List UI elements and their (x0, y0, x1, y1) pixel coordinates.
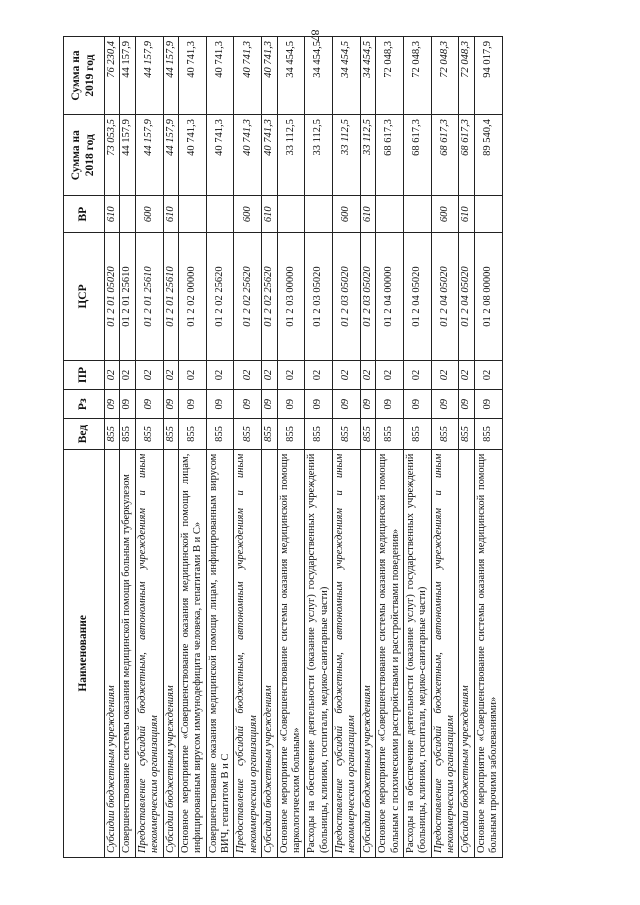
cell-ved: 855 (135, 419, 163, 449)
cell-pr: 02 (305, 360, 333, 389)
header-sum-2019: Сумма на 2019 год (64, 37, 105, 115)
cell-pr: 02 (459, 360, 474, 389)
cell-pr: 02 (277, 360, 305, 389)
cell-sum-2018: 89 540,4 (474, 115, 502, 196)
cell-sum-2019: 34 454,5 (277, 37, 305, 115)
cell-sum-2018: 68 617,3 (403, 115, 431, 196)
cell-rz: 09 (459, 390, 474, 419)
cell-name: Субсидии бюджетным учреждениям (360, 449, 375, 857)
cell-pr: 02 (474, 360, 502, 389)
table-row (120, 37, 135, 858)
cell-sum-2018: 33 112,5 (277, 115, 305, 196)
cell-sum-2019: 44 157,9 (135, 37, 163, 115)
cell-csr: 01 2 01 25610 (163, 233, 178, 361)
header-pr: ПР (64, 360, 105, 389)
cell-name: Расходы на обеспечение деятельности (оказание услуг) государственных учреждений (больницы, клиники, госпитали, медико-санитарные части) (305, 449, 333, 857)
cell-csr: 01 2 04 05020 (459, 233, 474, 361)
cell-sum-2018: 44 157,9 (120, 115, 135, 196)
cell-vr (178, 196, 206, 233)
cell-ved: 855 (431, 419, 459, 449)
cell-sum-2018: 68 617,3 (376, 115, 404, 196)
cell-vr: 610 (105, 196, 120, 233)
cell-ved: 855 (178, 419, 206, 449)
cell-ved: 855 (206, 419, 234, 449)
cell-vr (474, 196, 502, 233)
cell-rz: 09 (305, 390, 333, 419)
cell-sum-2018: 40 741,3 (178, 115, 206, 196)
cell-rz: 09 (376, 390, 404, 419)
cell-ved: 855 (277, 419, 305, 449)
cell-sum-2018: 40 741,3 (234, 115, 262, 196)
cell-sum-2019: 40 741,3 (262, 37, 277, 115)
cell-sum-2019: 40 741,3 (178, 37, 206, 115)
cell-csr: 01 2 03 05020 (360, 233, 375, 361)
cell-rz: 09 (234, 390, 262, 419)
cell-rz: 09 (105, 390, 120, 419)
cell-name: Предоставление субсидий бюджетным, автономным учреждениям и иным некоммерческим организациям (431, 449, 459, 857)
cell-name: Основное мероприятие «Совершенствование оказания медицинской помощи лицам, инфицированным вирусом иммунодефицита человека, гепатитами B и C» (178, 449, 206, 857)
cell-vr (305, 196, 333, 233)
cell-rz: 09 (333, 390, 361, 419)
cell-pr: 02 (403, 360, 431, 389)
cell-vr: 600 (234, 196, 262, 233)
table-row (277, 37, 305, 858)
header-rz: Рз (64, 390, 105, 419)
table-row (163, 37, 178, 858)
cell-vr: 600 (333, 196, 361, 233)
table-row (206, 37, 234, 858)
table-row (376, 37, 404, 858)
cell-sum-2019: 44 157,9 (163, 37, 178, 115)
cell-vr (376, 196, 404, 233)
table-row (178, 37, 206, 858)
cell-name: Предоставление субсидий бюджетным, автономным учреждениям и иным некоммерческим организациям (234, 449, 262, 857)
table-row (135, 37, 163, 858)
budget-table (63, 36, 503, 858)
cell-vr (403, 196, 431, 233)
table-row (262, 37, 277, 858)
cell-rz: 09 (120, 390, 135, 419)
cell-rz: 09 (360, 390, 375, 419)
cell-sum-2019: 72 048,3 (431, 37, 459, 115)
cell-ved: 855 (305, 419, 333, 449)
cell-rz: 09 (206, 390, 234, 419)
cell-ved: 855 (105, 419, 120, 449)
cell-name: Совершенствование оказания медицинской помощи лицам, инфицированным вирусом ВИЧ, гепатитом B и C (206, 449, 234, 857)
cell-sum-2018: 33 112,5 (333, 115, 361, 196)
table-row (105, 37, 120, 858)
cell-rz: 09 (431, 390, 459, 419)
table-row (333, 37, 361, 858)
table-body (105, 37, 503, 858)
cell-sum-2019: 72 048,3 (459, 37, 474, 115)
header-name: Наименование (64, 449, 105, 857)
cell-pr: 02 (163, 360, 178, 389)
page-number: 87 (308, 29, 323, 42)
cell-sum-2018: 68 617,3 (431, 115, 459, 196)
cell-name: Предоставление субсидий бюджетным, автономным учреждениям и иным некоммерческим организациям (135, 449, 163, 857)
cell-ved: 855 (403, 419, 431, 449)
cell-pr: 02 (262, 360, 277, 389)
cell-ved: 855 (120, 419, 135, 449)
cell-pr: 02 (120, 360, 135, 389)
cell-ved: 855 (360, 419, 375, 449)
cell-ved: 855 (459, 419, 474, 449)
cell-vr: 600 (135, 196, 163, 233)
cell-rz: 09 (178, 390, 206, 419)
cell-ved: 855 (234, 419, 262, 449)
cell-sum-2018: 40 741,3 (262, 115, 277, 196)
cell-csr: 01 2 04 05020 (431, 233, 459, 361)
cell-csr: 01 2 01 05020 (105, 233, 120, 361)
cell-sum-2019: 40 741,3 (206, 37, 234, 115)
cell-sum-2019: 34 454,5 (333, 37, 361, 115)
cell-name: Совершенствование системы оказания медицинской помощи больным туберкулезом (120, 449, 135, 857)
cell-name: Предоставление субсидий бюджетным, автономным учреждениям и иным некоммерческим организациям (333, 449, 361, 857)
cell-sum-2019: 40 741,3 (234, 37, 262, 115)
cell-sum-2019: 34 454,5 (360, 37, 375, 115)
cell-sum-2019: 76 230,4 (105, 37, 120, 115)
cell-csr: 01 2 01 25610 (120, 233, 135, 361)
table-row (459, 37, 474, 858)
cell-ved: 855 (163, 419, 178, 449)
table-row (234, 37, 262, 858)
cell-name: Субсидии бюджетным учреждениям (105, 449, 120, 857)
cell-ved: 855 (262, 419, 277, 449)
cell-sum-2019: 44 157,9 (120, 37, 135, 115)
cell-vr: 600 (431, 196, 459, 233)
cell-pr: 02 (105, 360, 120, 389)
table-row (305, 37, 333, 858)
cell-sum-2019: 34 454,5 (305, 37, 333, 115)
table-row (431, 37, 459, 858)
cell-sum-2018: 68 617,3 (459, 115, 474, 196)
cell-vr: 610 (262, 196, 277, 233)
cell-rz: 09 (262, 390, 277, 419)
cell-sum-2018: 33 112,5 (360, 115, 375, 196)
cell-ved: 855 (333, 419, 361, 449)
table-row (474, 37, 502, 858)
cell-sum-2019: 72 048,3 (403, 37, 431, 115)
cell-name: Субсидии бюджетным учреждениям (262, 449, 277, 857)
cell-name: Основное мероприятие «Совершенствование системы оказания медицинской помощи наркологическим больным» (277, 449, 305, 857)
header-csr: ЦСР (64, 233, 105, 361)
cell-vr: 610 (163, 196, 178, 233)
cell-rz: 09 (135, 390, 163, 419)
cell-pr: 02 (135, 360, 163, 389)
cell-csr: 01 2 02 25620 (262, 233, 277, 361)
cell-ved: 855 (474, 419, 502, 449)
cell-ved: 855 (376, 419, 404, 449)
cell-sum-2018: 73 053,5 (105, 115, 120, 196)
cell-rz: 09 (163, 390, 178, 419)
cell-vr: 610 (459, 196, 474, 233)
cell-csr: 01 2 03 00000 (277, 233, 305, 361)
cell-name: Основное мероприятие «Совершенствование системы оказания медицинской помощи больным с психическими расстройствами и расстройствами поведения» (376, 449, 404, 857)
cell-pr: 02 (234, 360, 262, 389)
cell-csr: 01 2 02 25620 (234, 233, 262, 361)
cell-sum-2019: 72 048,3 (376, 37, 404, 115)
cell-vr (277, 196, 305, 233)
cell-sum-2018: 33 112,5 (305, 115, 333, 196)
cell-pr: 02 (206, 360, 234, 389)
cell-pr: 02 (431, 360, 459, 389)
cell-csr: 01 2 01 25610 (135, 233, 163, 361)
cell-rz: 09 (403, 390, 431, 419)
cell-sum-2018: 40 741,3 (206, 115, 234, 196)
cell-vr (206, 196, 234, 233)
cell-vr (120, 196, 135, 233)
header-sum-2018: Сумма на 2018 год (64, 115, 105, 196)
cell-csr: 01 2 02 00000 (178, 233, 206, 361)
cell-sum-2019: 94 017,9 (474, 37, 502, 115)
cell-name: Основное мероприятие «Совершенствование системы оказания медицинской помощи больным прочими заболеваниями» (474, 449, 502, 857)
cell-pr: 02 (376, 360, 404, 389)
cell-csr: 01 2 02 25620 (206, 233, 234, 361)
table-row (403, 37, 431, 858)
header-ved: Вед (64, 419, 105, 449)
cell-rz: 09 (474, 390, 502, 419)
cell-name: Расходы на обеспечение деятельности (оказание услуг) государственных учреждений (больницы, клиники, госпитали, медико-санитарные части) (403, 449, 431, 857)
cell-csr: 01 2 03 05020 (333, 233, 361, 361)
table-row (360, 37, 375, 858)
cell-sum-2018: 44 157,9 (163, 115, 178, 196)
cell-name: Субсидии бюджетным учреждениям (459, 449, 474, 857)
cell-rz: 09 (277, 390, 305, 419)
cell-pr: 02 (333, 360, 361, 389)
cell-csr: 01 2 03 05020 (305, 233, 333, 361)
cell-vr: 610 (360, 196, 375, 233)
table-header-row (64, 37, 105, 858)
cell-pr: 02 (178, 360, 206, 389)
budget-table-container (63, 36, 568, 858)
cell-csr: 01 2 04 05020 (403, 233, 431, 361)
cell-csr: 01 2 08 00000 (474, 233, 502, 361)
cell-sum-2018: 44 157,9 (135, 115, 163, 196)
cell-csr: 01 2 04 00000 (376, 233, 404, 361)
cell-pr: 02 (360, 360, 375, 389)
header-vr: ВР (64, 196, 105, 233)
cell-name: Субсидии бюджетным учреждениям (163, 449, 178, 857)
